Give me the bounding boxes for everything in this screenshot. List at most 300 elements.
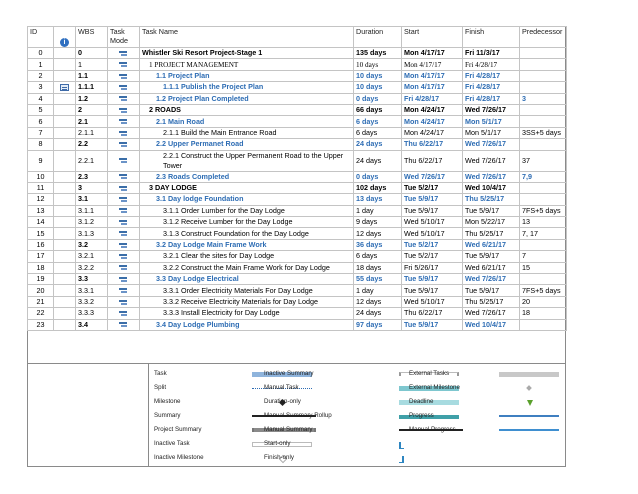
row-task-mode[interactable] — [108, 319, 140, 330]
row-start[interactable]: Mon 4/17/17 — [402, 82, 463, 93]
row-indicator[interactable] — [54, 48, 76, 59]
row-predecessors[interactable] — [520, 239, 567, 250]
row-task-mode[interactable] — [108, 217, 140, 228]
row-wbs[interactable]: 2.3 — [76, 171, 108, 182]
column-header-indicators[interactable] — [54, 27, 76, 48]
auto-scheduled-task-icon — [119, 287, 128, 294]
row-task-mode[interactable] — [108, 205, 140, 216]
row-task-name[interactable]: 3.3.2 Receive Electricity Materials for Day Lodge — [140, 296, 354, 307]
row-wbs[interactable]: 1.1 — [76, 70, 108, 81]
row-task-mode[interactable] — [108, 139, 140, 150]
task-row[interactable] — [28, 82, 567, 93]
row-wbs[interactable]: 2.1 — [76, 116, 108, 127]
row-id[interactable]: 11 — [28, 182, 54, 193]
column-header-row — [28, 27, 567, 48]
row-task-mode[interactable] — [108, 70, 140, 81]
row-start[interactable]: Tue 5/2/17 — [402, 251, 463, 262]
row-wbs[interactable]: 3.2.1 — [76, 251, 108, 262]
auto-scheduled-task-icon — [119, 141, 128, 148]
row-indicator[interactable] — [54, 262, 76, 273]
row-start[interactable]: Mon 4/17/17 — [402, 48, 463, 59]
row-indicator[interactable] — [54, 194, 76, 205]
row-indicator[interactable] — [54, 59, 76, 70]
column-header-id[interactable]: ID — [28, 27, 54, 48]
row-indicator[interactable] — [54, 308, 76, 319]
row-duration[interactable]: 24 days — [354, 150, 402, 171]
row-start[interactable]: Fri 5/26/17 — [402, 262, 463, 273]
task-sheet — [27, 26, 567, 331]
row-start[interactable]: Mon 4/17/17 — [402, 70, 463, 81]
row-duration[interactable]: 0 days — [354, 93, 402, 104]
row-finish[interactable]: Wed 7/26/17 — [463, 139, 520, 150]
row-task-name[interactable]: 3.1.1 Order Lumber for the Day Lodge — [140, 205, 354, 216]
row-task-name[interactable]: 1.1 Project Plan — [140, 70, 354, 81]
row-task-name[interactable]: 2.1 Main Road — [140, 116, 354, 127]
row-task-mode[interactable] — [108, 171, 140, 182]
row-finish[interactable]: Fri 4/28/17 — [463, 93, 520, 104]
row-duration[interactable]: 24 days — [354, 139, 402, 150]
row-finish[interactable]: Wed 7/26/17 — [463, 150, 520, 171]
column-header-start[interactable]: Start — [402, 27, 463, 48]
row-task-name[interactable]: 3.4 Day Lodge Plumbing — [140, 319, 354, 330]
row-predecessors[interactable] — [520, 139, 567, 150]
row-task-mode[interactable] — [108, 59, 140, 70]
row-predecessors[interactable]: 18 — [520, 308, 567, 319]
row-id[interactable]: 18 — [28, 262, 54, 273]
row-id[interactable]: 22 — [28, 308, 54, 319]
row-task-name[interactable]: 3.2.1 Clear the sites for Day Lodge — [140, 251, 354, 262]
auto-scheduled-task-icon — [119, 310, 128, 317]
legend-label: Progress — [409, 412, 434, 419]
row-start[interactable]: Tue 5/9/17 — [402, 285, 463, 296]
auto-scheduled-task-icon — [119, 118, 128, 125]
legend-label: External Milestone — [409, 384, 460, 391]
row-task-mode[interactable] — [108, 150, 140, 171]
task-row[interactable] — [28, 239, 567, 250]
row-finish[interactable]: Thu 5/25/17 — [463, 296, 520, 307]
row-id[interactable]: 21 — [28, 296, 54, 307]
column-header-finish[interactable]: Finish — [463, 27, 520, 48]
row-indicator[interactable] — [54, 274, 76, 285]
note-icon — [60, 84, 69, 91]
row-duration[interactable]: 55 days — [354, 274, 402, 285]
auto-scheduled-task-icon — [119, 253, 128, 260]
row-task-name[interactable]: 1.1.1 Publish the Project Plan — [140, 82, 354, 93]
row-predecessors[interactable] — [520, 82, 567, 93]
task-row[interactable] — [28, 182, 567, 193]
row-duration[interactable]: 66 days — [354, 104, 402, 115]
row-start[interactable]: Tue 5/9/17 — [402, 205, 463, 216]
row-task-name[interactable]: 2.2 Upper Permanet Road — [140, 139, 354, 150]
row-indicator[interactable] — [54, 93, 76, 104]
row-duration[interactable]: 97 days — [354, 319, 402, 330]
row-duration[interactable]: 135 days — [354, 48, 402, 59]
row-duration[interactable]: 6 days — [354, 127, 402, 138]
task-row[interactable] — [28, 217, 567, 228]
task-row[interactable] — [28, 139, 567, 150]
legend-label: Project Summary — [154, 426, 202, 433]
row-task-mode[interactable] — [108, 239, 140, 250]
row-start[interactable]: Wed 5/10/17 — [402, 217, 463, 228]
row-wbs[interactable]: 3.1.3 — [76, 228, 108, 239]
legend-label: Start-only — [264, 440, 291, 447]
row-start[interactable]: Mon 4/17/17 — [402, 59, 463, 70]
row-task-mode[interactable] — [108, 182, 140, 193]
row-predecessors[interactable]: 13 — [520, 217, 567, 228]
row-predecessors[interactable] — [520, 274, 567, 285]
legend-label: Manual Progress — [409, 426, 456, 433]
row-id[interactable]: 20 — [28, 285, 54, 296]
row-task-mode[interactable] — [108, 104, 140, 115]
auto-scheduled-task-icon — [119, 61, 128, 68]
auto-scheduled-task-icon — [119, 276, 128, 283]
row-task-mode[interactable] — [108, 308, 140, 319]
row-duration[interactable]: 13 days — [354, 194, 402, 205]
row-indicator[interactable] — [54, 82, 76, 93]
row-predecessors[interactable] — [520, 182, 567, 193]
row-task-name[interactable]: 2 ROADS — [140, 104, 354, 115]
legend-label: Deadline — [409, 398, 434, 405]
task-row[interactable] — [28, 308, 567, 319]
row-start[interactable]: Tue 5/2/17 — [402, 182, 463, 193]
row-id[interactable]: 10 — [28, 171, 54, 182]
legend-label: External Tasks — [409, 370, 450, 377]
row-predecessors[interactable] — [520, 194, 567, 205]
row-start[interactable]: Thu 6/22/17 — [402, 139, 463, 150]
row-indicator[interactable] — [54, 127, 76, 138]
auto-scheduled-task-icon — [119, 219, 128, 226]
row-wbs[interactable]: 3.3.1 — [76, 285, 108, 296]
row-wbs[interactable]: 3.3.3 — [76, 308, 108, 319]
task-row[interactable] — [28, 127, 567, 138]
row-task-mode[interactable] — [108, 93, 140, 104]
row-task-mode[interactable] — [108, 251, 140, 262]
row-wbs[interactable]: 2.1.1 — [76, 127, 108, 138]
row-id[interactable]: 16 — [28, 239, 54, 250]
legend-swatch-progress — [499, 415, 559, 417]
row-start[interactable]: Thu 6/22/17 — [402, 150, 463, 171]
row-task-name[interactable]: 3.1.2 Receive Lumber for the Day Lodge — [140, 217, 354, 228]
row-task-name[interactable]: 3.3 Day Lodge Electrical — [140, 274, 354, 285]
row-task-mode[interactable] — [108, 82, 140, 93]
row-start[interactable]: Tue 5/9/17 — [402, 194, 463, 205]
row-duration[interactable]: 10 days — [354, 59, 402, 70]
column-header-predecessors[interactable]: Predecessor — [520, 27, 567, 48]
row-wbs[interactable]: 3.1 — [76, 194, 108, 205]
row-wbs[interactable]: 3.3.2 — [76, 296, 108, 307]
auto-scheduled-task-icon — [119, 130, 128, 137]
row-task-mode[interactable] — [108, 285, 140, 296]
row-finish[interactable]: Wed 10/4/17 — [463, 182, 520, 193]
legend-swatch-start-only — [399, 442, 404, 449]
auto-scheduled-task-icon — [119, 84, 128, 91]
row-predecessors[interactable] — [520, 70, 567, 81]
row-indicator[interactable] — [54, 171, 76, 182]
row-finish[interactable]: Wed 7/26/17 — [463, 171, 520, 182]
legend-label: Manual Task — [264, 384, 299, 391]
row-duration[interactable]: 10 days — [354, 70, 402, 81]
row-id[interactable]: 12 — [28, 194, 54, 205]
column-header-duration[interactable]: Duration — [354, 27, 402, 48]
row-indicator[interactable] — [54, 104, 76, 115]
task-row[interactable] — [28, 59, 567, 70]
row-wbs[interactable]: 3 — [76, 182, 108, 193]
task-row[interactable] — [28, 116, 567, 127]
legend-label: Finish-only — [264, 454, 294, 461]
row-task-name[interactable]: 3.2.2 Construct the Main Frame Work for Day Lodge — [140, 262, 354, 273]
row-wbs[interactable]: 0 — [76, 48, 108, 59]
row-duration[interactable]: 10 days — [354, 82, 402, 93]
row-indicator[interactable] — [54, 150, 76, 171]
row-finish[interactable]: Fri 4/28/17 — [463, 82, 520, 93]
task-row[interactable] — [28, 104, 567, 115]
row-start[interactable]: Wed 5/10/17 — [402, 228, 463, 239]
task-row[interactable] — [28, 205, 567, 216]
row-task-mode[interactable] — [108, 194, 140, 205]
row-duration[interactable]: 12 days — [354, 296, 402, 307]
row-duration[interactable]: 0 days — [354, 171, 402, 182]
row-predecessors[interactable]: 7,9 — [520, 171, 567, 182]
legend-label: Duration-only — [264, 398, 301, 405]
legend-label: Split — [154, 384, 167, 391]
row-finish[interactable]: Mon 5/1/17 — [463, 116, 520, 127]
row-id[interactable]: 14 — [28, 217, 54, 228]
legend-panel — [27, 364, 566, 467]
task-row[interactable] — [28, 93, 567, 104]
row-predecessors[interactable]: 37 — [520, 150, 567, 171]
row-finish[interactable]: Wed 7/26/17 — [463, 274, 520, 285]
auto-scheduled-task-icon — [119, 157, 128, 164]
row-id[interactable]: 4 — [28, 93, 54, 104]
row-duration[interactable]: 1 day — [354, 205, 402, 216]
row-duration[interactable]: 18 days — [354, 262, 402, 273]
row-id[interactable]: 9 — [28, 150, 54, 171]
row-task-name[interactable]: 3 DAY LODGE — [140, 182, 354, 193]
row-start[interactable]: Mon 4/24/17 — [402, 127, 463, 138]
auto-scheduled-task-icon — [119, 207, 128, 214]
row-task-mode[interactable] — [108, 296, 140, 307]
row-finish[interactable]: Wed 6/21/17 — [463, 239, 520, 250]
row-finish[interactable]: Tue 5/9/17 — [463, 205, 520, 216]
row-predecessors[interactable]: 7 — [520, 251, 567, 262]
row-duration[interactable]: 24 days — [354, 308, 402, 319]
row-wbs[interactable]: 1.1.1 — [76, 82, 108, 93]
row-start[interactable]: Tue 5/2/17 — [402, 239, 463, 250]
row-task-mode[interactable] — [108, 274, 140, 285]
row-wbs[interactable]: 2.2 — [76, 139, 108, 150]
row-task-name[interactable]: 3.1.3 Construct Foundation for the Day Lodge — [140, 228, 354, 239]
task-row[interactable] — [28, 262, 567, 273]
row-wbs[interactable]: 2.2.1 — [76, 150, 108, 171]
row-start[interactable]: Fri 4/28/17 — [402, 93, 463, 104]
row-task-name[interactable]: 3.3.3 Install Electricity for Day Lodge — [140, 308, 354, 319]
row-task-name[interactable]: 3.1 Day lodge Foundation — [140, 194, 354, 205]
row-duration[interactable]: 12 days — [354, 228, 402, 239]
row-start[interactable]: Tue 5/9/17 — [402, 319, 463, 330]
row-task-mode[interactable] — [108, 262, 140, 273]
row-id[interactable]: 0 — [28, 48, 54, 59]
task-row[interactable] — [28, 70, 567, 81]
legend-swatch-external-milestone — [526, 385, 532, 391]
row-id[interactable]: 7 — [28, 127, 54, 138]
task-row[interactable] — [28, 171, 567, 182]
row-task-name[interactable]: 3.3.1 Order Electricity Materials For Day Lodge — [140, 285, 354, 296]
row-indicator[interactable] — [54, 116, 76, 127]
auto-scheduled-task-icon — [119, 321, 128, 328]
row-predecessors[interactable]: 3SS+5 days — [520, 127, 567, 138]
row-duration[interactable]: 9 days — [354, 217, 402, 228]
task-row[interactable] — [28, 319, 567, 330]
row-start[interactable]: Mon 4/24/17 — [402, 104, 463, 115]
row-id[interactable]: 2 — [28, 70, 54, 81]
auto-scheduled-task-icon — [119, 95, 128, 102]
row-task-name[interactable]: 2.1.1 Build the Main Entrance Road — [140, 127, 354, 138]
row-task-name[interactable]: 1.2 Project Plan Completed — [140, 93, 354, 104]
row-predecessors[interactable] — [520, 59, 567, 70]
legend-grid — [148, 364, 568, 467]
row-predecessors[interactable] — [520, 104, 567, 115]
row-task-name[interactable]: 2.2.1 Construct the Upper Permanent Road to the Upper Tower — [140, 150, 354, 171]
auto-scheduled-task-icon — [119, 107, 128, 114]
row-task-name[interactable]: Whistler Ski Resort Project-Stage 1 — [140, 48, 354, 59]
row-predecessors[interactable] — [520, 48, 567, 59]
row-finish[interactable]: Thu 5/25/17 — [463, 194, 520, 205]
legend-swatch-manual-progress — [499, 429, 559, 431]
row-finish[interactable]: Wed 7/26/17 — [463, 104, 520, 115]
row-id[interactable]: 8 — [28, 139, 54, 150]
legend-label: Inactive Summary — [264, 370, 314, 377]
row-wbs[interactable]: 1.2 — [76, 93, 108, 104]
task-row[interactable] — [28, 150, 567, 171]
row-task-name[interactable]: 1 PROJECT MANAGEMENT — [140, 59, 354, 70]
row-finish[interactable]: Wed 10/4/17 — [463, 319, 520, 330]
row-id[interactable]: 5 — [28, 104, 54, 115]
row-duration[interactable]: 6 days — [354, 251, 402, 262]
task-row[interactable] — [28, 285, 567, 296]
legend-label: Task — [154, 370, 167, 377]
auto-scheduled-task-icon — [119, 185, 128, 192]
row-indicator[interactable] — [54, 139, 76, 150]
task-row[interactable] — [28, 296, 567, 307]
row-task-mode[interactable] — [108, 228, 140, 239]
row-finish[interactable]: Wed 6/21/17 — [463, 262, 520, 273]
row-predecessors[interactable]: 20 — [520, 296, 567, 307]
row-task-mode[interactable] — [108, 116, 140, 127]
row-wbs[interactable]: 2 — [76, 104, 108, 115]
row-wbs[interactable]: 3.1.2 — [76, 217, 108, 228]
legend-label: Inactive Milestone — [154, 454, 204, 461]
row-task-name[interactable]: 2.3 Roads Completed — [140, 171, 354, 182]
row-indicator[interactable] — [54, 217, 76, 228]
row-finish[interactable]: Thu 5/25/17 — [463, 228, 520, 239]
row-id[interactable]: 17 — [28, 251, 54, 262]
row-duration[interactable]: 1 day — [354, 285, 402, 296]
row-predecessors[interactable]: 7FS+5 days — [520, 285, 567, 296]
legend-swatch-finish-only — [399, 456, 404, 463]
row-start[interactable]: Mon 4/24/17 — [402, 116, 463, 127]
row-finish[interactable]: Fri 4/28/17 — [463, 59, 520, 70]
legend-label: Manual Summary — [264, 426, 313, 433]
auto-scheduled-task-icon — [119, 50, 128, 57]
row-predecessors[interactable] — [520, 116, 567, 127]
row-predecessors[interactable]: 3 — [520, 93, 567, 104]
column-header-task-name[interactable]: Task Name — [140, 27, 354, 48]
row-id[interactable]: 23 — [28, 319, 54, 330]
row-wbs[interactable]: 3.3 — [76, 274, 108, 285]
row-id[interactable]: 1 — [28, 59, 54, 70]
row-finish[interactable]: Fri 4/28/17 — [463, 70, 520, 81]
row-indicator[interactable] — [54, 296, 76, 307]
task-row[interactable] — [28, 228, 567, 239]
legend-label: Inactive Task — [154, 440, 190, 447]
row-indicator[interactable] — [54, 251, 76, 262]
row-id[interactable]: 13 — [28, 205, 54, 216]
information-icon: i — [60, 38, 69, 47]
row-start[interactable]: Wed 5/10/17 — [402, 296, 463, 307]
row-start[interactable]: Thu 6/22/17 — [402, 308, 463, 319]
row-wbs[interactable]: 3.2.2 — [76, 262, 108, 273]
row-task-mode[interactable] — [108, 48, 140, 59]
row-indicator[interactable] — [54, 319, 76, 330]
auto-scheduled-task-icon — [119, 299, 128, 306]
row-id[interactable]: 6 — [28, 116, 54, 127]
legend-label: Manual Summary Rollup — [264, 412, 332, 419]
row-finish[interactable]: Tue 5/9/17 — [463, 251, 520, 262]
column-header-wbs[interactable]: WBS — [76, 27, 108, 48]
row-id[interactable]: 19 — [28, 274, 54, 285]
row-finish[interactable]: Fri 11/3/17 — [463, 48, 520, 59]
row-predecessors[interactable] — [520, 319, 567, 330]
auto-scheduled-task-icon — [119, 173, 128, 180]
row-indicator[interactable] — [54, 205, 76, 216]
row-wbs[interactable]: 3.1.1 — [76, 205, 108, 216]
row-duration[interactable]: 102 days — [354, 182, 402, 193]
row-duration[interactable]: 6 days — [354, 116, 402, 127]
auto-scheduled-task-icon — [119, 196, 128, 203]
row-finish[interactable]: Tue 5/9/17 — [463, 285, 520, 296]
row-task-name[interactable]: 3.2 Day Lodge Main Frame Work — [140, 239, 354, 250]
task-row[interactable] — [28, 274, 567, 285]
row-id[interactable]: 3 — [28, 82, 54, 93]
task-row[interactable] — [28, 251, 567, 262]
row-start[interactable]: Wed 7/26/17 — [402, 171, 463, 182]
row-wbs[interactable]: 3.4 — [76, 319, 108, 330]
row-predecessors[interactable]: 15 — [520, 262, 567, 273]
auto-scheduled-task-icon — [119, 230, 128, 237]
row-indicator[interactable] — [54, 285, 76, 296]
row-predecessors[interactable]: 7FS+5 days — [520, 205, 567, 216]
task-row[interactable] — [28, 194, 567, 205]
row-predecessors[interactable]: 7, 17 — [520, 228, 567, 239]
row-task-mode[interactable] — [108, 127, 140, 138]
row-id[interactable]: 15 — [28, 228, 54, 239]
row-wbs[interactable]: 3.2 — [76, 239, 108, 250]
row-start[interactable]: Tue 5/9/17 — [402, 274, 463, 285]
row-finish[interactable]: Mon 5/1/17 — [463, 127, 520, 138]
task-row[interactable] — [28, 48, 567, 59]
row-indicator[interactable] — [54, 239, 76, 250]
row-finish[interactable]: Wed 7/26/17 — [463, 308, 520, 319]
row-duration[interactable]: 36 days — [354, 239, 402, 250]
row-wbs[interactable]: 1 — [76, 59, 108, 70]
row-indicator[interactable] — [54, 182, 76, 193]
auto-scheduled-task-icon — [119, 73, 128, 80]
row-indicator[interactable] — [54, 70, 76, 81]
row-finish[interactable]: Mon 5/22/17 — [463, 217, 520, 228]
column-header-task-mode[interactable]: Task Mode — [108, 27, 140, 48]
auto-scheduled-task-icon — [119, 242, 128, 249]
row-indicator[interactable] — [54, 228, 76, 239]
